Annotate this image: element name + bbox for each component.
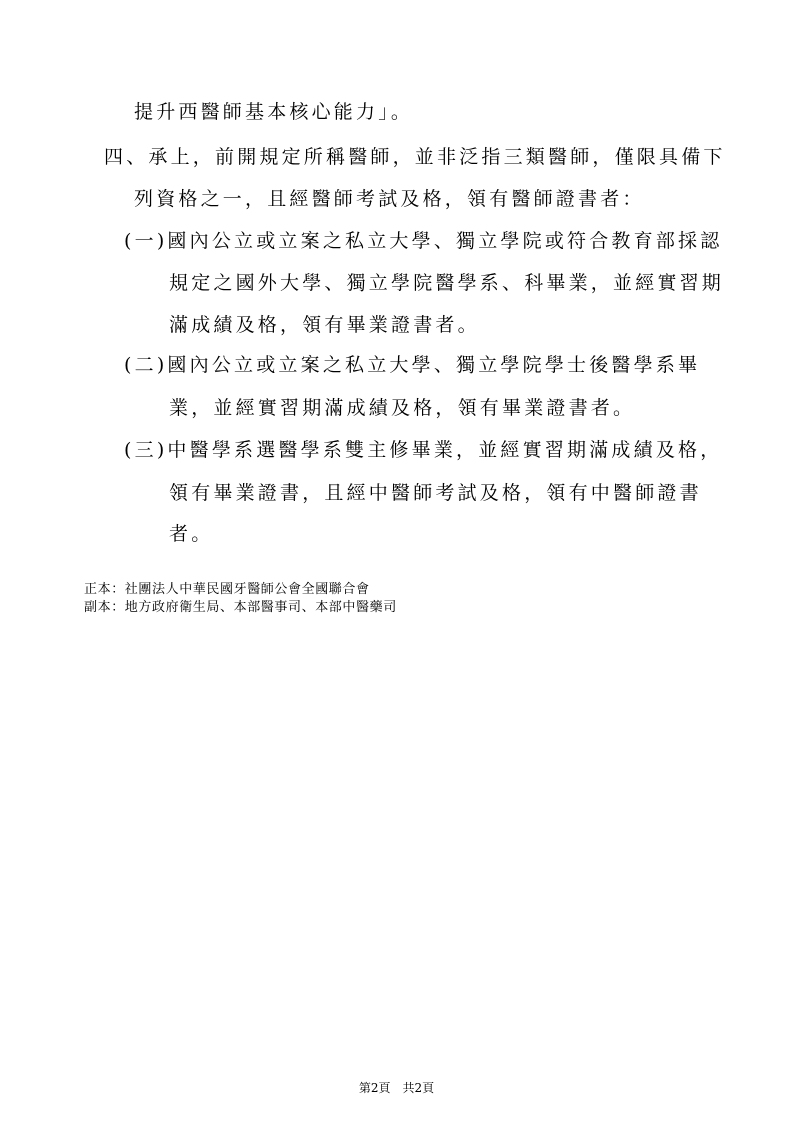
body-line-9: (三)中醫學系選醫學系雙主修畢業，並經實習期滿成績及格，	[124, 439, 723, 461]
page-footer	[0, 1080, 793, 1096]
body-line-7: (二)國內公立或立案之私立大學、獨立學院學士後醫學系畢	[124, 354, 701, 376]
body-line-8: 業，並經實習期滿成績及格，領有畢業證書者。	[169, 397, 636, 419]
body-line-3: 列資格之一，且經醫師考試及格，領有醫師證書者：	[134, 188, 645, 210]
copy-recipients: 副本：地方政府衛生局、本部醫事司、本部中醫藥司	[84, 600, 397, 615]
page-number-total: 共2頁	[402, 1081, 435, 1095]
body-line-10: 領有畢業證書，且經中醫師考試及格，領有中醫師證書	[169, 482, 702, 504]
body-line-4: (一)國內公立或立案之私立大學、獨立學院或符合教育部採認	[124, 230, 723, 252]
body-line-2: 四、承上，前開規定所稱醫師，並非泛指三類醫師，僅限具備下	[104, 146, 726, 168]
page-number-current: 第2頁	[358, 1081, 391, 1095]
body-line-1: 提升西醫師基本核心能力」。	[134, 101, 414, 123]
body-line-5: 規定之國外大學、獨立學院醫學系、科畢業，並經實習期	[169, 272, 725, 294]
body-line-6: 滿成績及格，領有畢業證書者。	[169, 314, 480, 336]
primary-recipient: 正本：社團法人中華民國牙醫師公會全國聯合會	[84, 582, 370, 597]
body-line-11: 者。	[169, 523, 214, 545]
